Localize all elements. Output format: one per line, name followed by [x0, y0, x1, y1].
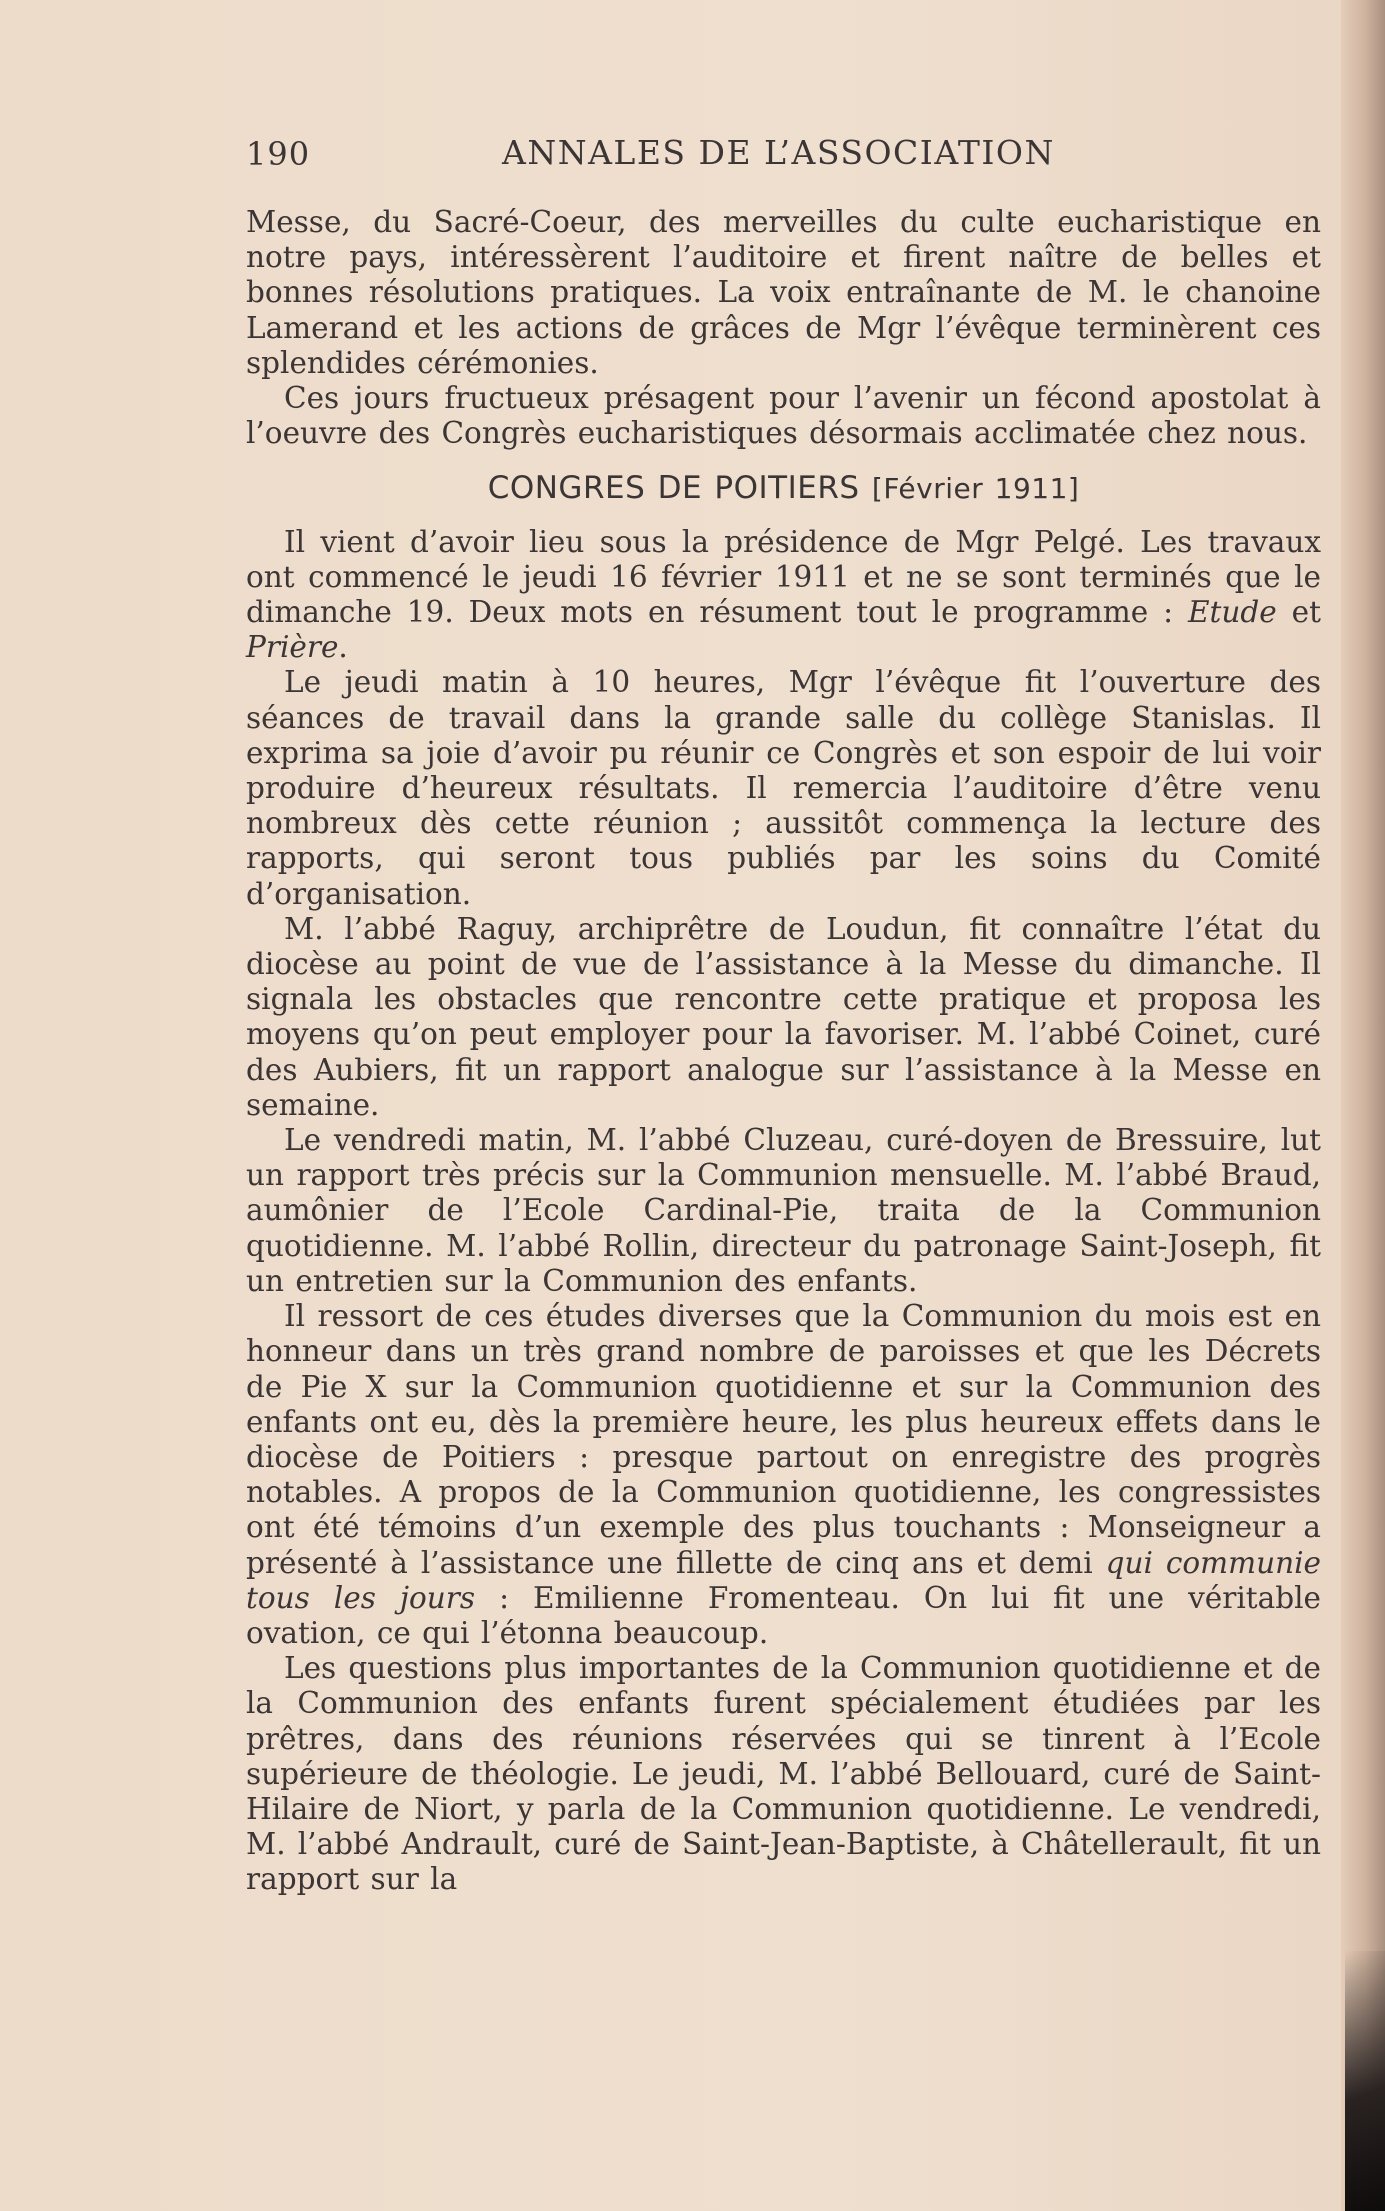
paragraph-3-emphasis-etude: Etude — [1188, 595, 1277, 630]
paragraph-4: Le jeudi matin à 10 heures, Mgr l’évêque fit l’ouverture des séances de travail dans la grande salle du collège Stanislas. Il exprima sa joie d’avoir pu réunir ce Congrès et son espoir de lui voir produire d’heureux résultats. Il remercia l’auditoire d’être venu nombreux dès cette réunion ; aussitôt commença la lecture des rapports, qui seront tous publiés par les soins du Comité d’organisation. — [246, 665, 1321, 911]
paragraph-8: Les questions plus importantes de la Communion quotidienne et de la Communion des enfants furent spécialement étudiées par les prêtres, dans des réunions réservées qui se tinrent à l’Ecole supérieure de théologie. Le jeudi, M. l’abbé Bellouard, curé de Saint-Hilaire de Niort, y parla de la Communion quotidienne. Le vendredi, M. l’abbé Andrault, curé de Saint-Jean-Baptiste, à Châtellerault, fit un rapport sur la — [246, 1651, 1321, 1897]
running-head — [246, 131, 1326, 181]
paragraph-1: Messe, du Sacré-Coeur, des merveilles du culte eucharistique en notre pays, intéressèrent l’auditoire et firent naître de belles et bonnes résolutions pratiques. La voix entraînante de M. le chanoine Lamerand et les actions de grâces de Mgr l’évêque terminèrent ces splendides cérémonies. — [246, 205, 1321, 380]
paragraph-7-text: Il ressort de ces études diverses que la Communion du mois est en honneur dans un très grand nombre de paroisses et que les Décrets de Pie X sur la Communion quotidienne et sur la Communion des enfants ont eu, dès la première heure, les plus heureux effets dans le diocèse de Poitiers : presque partout on enregistre des progrès notables. A propos de la Communion quotidienne, les congressistes ont été témoins d’un exemple des plus touchants : Monseigneur a présenté à l’assistance une fillette de cinq ans et demi — [246, 1299, 1321, 1580]
book-binding-shadow — [1345, 1951, 1385, 2211]
book-spine-shadow — [1341, 0, 1385, 2211]
paragraph-3 — [246, 525, 1321, 666]
paragraph-3-conjunction: et — [1276, 595, 1321, 630]
paragraph-7 — [246, 1299, 1321, 1651]
paragraph-2: Ces jours fructueux présagent pour l’avenir un fécond apostolat à l’oeuvre des Congrès eucharistiques désormais acclimatée chez nous. — [246, 381, 1321, 451]
paragraph-3-emphasis-priere: Prière — [246, 630, 339, 665]
body-text — [246, 205, 1321, 1898]
paragraph-3-text: Il vient d’avoir lieu sous la présidence de Mgr Pelgé. Les travaux ont commencé le jeudi 16 février 1911 et ne se sont terminés que le dimanche 19. Deux mots en résument tout le programme : — [246, 524, 1321, 630]
paragraph-5: M. l’abbé Raguy, archiprêtre de Loudun, fit connaître l’état du diocèse au point de vue de l’assistance à la Messe du dimanche. Il signala les obstacles que rencontre cette pratique et proposa les moyens qu’on peut employer pour la favoriser. M. l’abbé Coinet, curé des Aubiers, fit un rapport analogue sur l’assistance à la Messe en semaine. — [246, 911, 1321, 1122]
paragraph-6: Le vendredi matin, M. l’abbé Cluzeau, curé-doyen de Bressuire, lut un rapport très précis sur la Communion mensuelle. M. l’abbé Braud, aumônier de l’Ecole Cardinal-Pie, traita de la Communion quotidienne. M. l’abbé Rollin, directeur du patronage Saint-Joseph, fit un entretien sur la Communion des enfants. — [246, 1123, 1321, 1298]
paragraph-3-end: . — [338, 630, 348, 665]
paragraph-7-emphasis: qui communie tous les jours — [246, 1545, 1321, 1615]
section-heading-date: [Février 1911] — [871, 472, 1080, 506]
section-heading — [246, 471, 1321, 506]
section-heading-title: CONGRES DE POITIERS — [487, 470, 860, 507]
page-number: 190 — [246, 135, 311, 173]
paragraph-7-end: : Emilienne Fromenteau. On lui fit une véritable ovation, ce qui l’étonna beaucoup. — [246, 1580, 1321, 1650]
running-title: ANNALES DE L’ASSOCIATION — [502, 133, 1055, 172]
